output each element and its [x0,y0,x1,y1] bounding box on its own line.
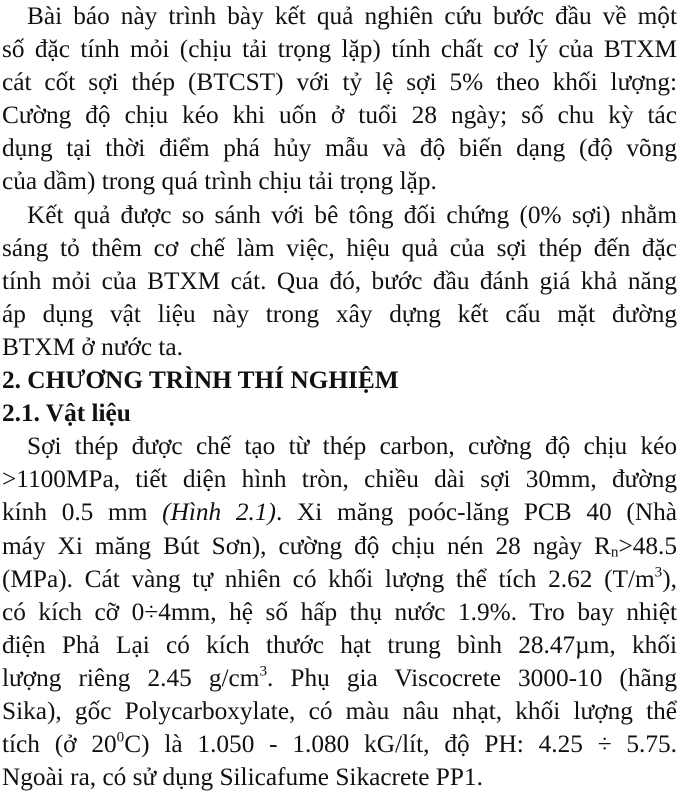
text-segment: Sợi thép được chế tạo từ thép carbon, cường độ chịu kéo [27,432,677,461]
text-segment: tính mỏi của BTXM cát. Qua đó, bước đầu đánh giá khả năng [2,266,677,295]
text-segment: lượng riêng 2.45 g/cm [2,663,260,692]
text-segment: ), [662,564,677,593]
text-line [2,761,677,794]
text-segment: Cường độ chịu kéo khi uốn ở tuổi 28 ngày; số chu kỳ tác [2,101,677,130]
text-line [2,430,677,463]
text-segment: sáng tỏ thêm cơ chế làm việc, hiệu quả của sợi thép đến đặc [2,233,677,262]
text-line [2,463,677,496]
text-line [2,99,677,132]
text-line [2,728,677,761]
text-segment: . Xi măng poóc-lăng PCB 40 (Nhà [275,498,677,527]
text-segment: >1100MPa, tiết diện hình tròn, chiều dài sợi 30mm, đường [2,465,677,494]
text-line [2,265,677,298]
text-line [2,165,677,198]
text-line [2,33,677,66]
text-line [2,0,677,33]
text-segment: (MPa). Cát vàng tự nhiên có khối lượng thể tích 2.62 (T/m [2,564,655,593]
subscript: n [610,542,619,560]
text-segment: Bài báo này trình bày kết quả nghiên cứu bước đầu về một [27,2,677,30]
text-line [2,232,677,265]
text-line [2,66,677,99]
text-segment: BTXM ở nước ta. [2,332,183,361]
text-line [2,530,677,563]
text-segment: điện Phả Lại có kích thước hạt trung bình 28.47µm, khối [2,630,677,659]
text-segment: Ngoài ra, có sử dụng Silicafume Sikacrete PP1. [2,763,483,792]
superscript: 3 [259,662,268,680]
superscript: 0 [116,728,125,746]
text-segment: máy Xi măng Bút Sơn), cường độ chịu nén 28 ngày R [2,531,611,560]
text-line [2,199,677,232]
text-segment: tích (ở 20 [2,730,117,759]
text-line [2,298,677,331]
text-segment: cát cốt sợi thép (BTCST) với tỷ lệ sợi 5% theo khối lượng: [2,68,677,97]
text-segment: áp dụng vật liệu này trong xây dựng kết cấu mặt đường [2,299,677,328]
text-segment: số đặc tính mỏi (chịu tải trọng lặp) tính chất cơ lý của BTXM [2,35,677,64]
text-segment: kính 0.5 mm [2,498,163,527]
text-line [2,695,677,728]
section-heading [2,364,677,397]
superscript: 3 [654,562,663,580]
text-segment: . Phụ gia Viscocrete 3000-10 (hãng [267,663,678,692]
text-line [2,132,677,165]
text-segment: 2.1. Vật liệu [2,399,131,428]
text-segment: Sika), gốc Polycarboxylate, có màu nâu nhạt, khối lượng thể [2,696,677,725]
text-segment: của dầm) trong quá trình chịu tải trọng lặp. [2,167,437,196]
text-segment: 2. CHƯƠNG TRÌNH THÍ NGHIỆM [2,366,399,395]
text-line [2,596,677,629]
text-line [2,496,677,529]
text-segment: >48.5 [618,531,677,560]
text-line [2,563,677,596]
text-line [2,662,677,695]
text-segment: dụng tại thời điểm phá hủy mẫu và độ biến dạng (độ võng [2,134,677,163]
text-segment: có kích cỡ 0÷4mm, hệ số hấp thụ nước 1.9%. Tro bay nhiệt [2,597,677,626]
text-line [2,629,677,662]
text-segment: Kết quả được so sánh với bê tông đối chứng (0% sợi) nhằm [27,200,677,229]
text-segment: C) là 1.050 - 1.080 kG/lít, độ PH: 4.25 ÷ 5.75. [124,730,677,759]
section-heading [2,397,677,430]
text-line [2,331,677,364]
figure-reference: (Hình 2.1) [162,498,276,527]
